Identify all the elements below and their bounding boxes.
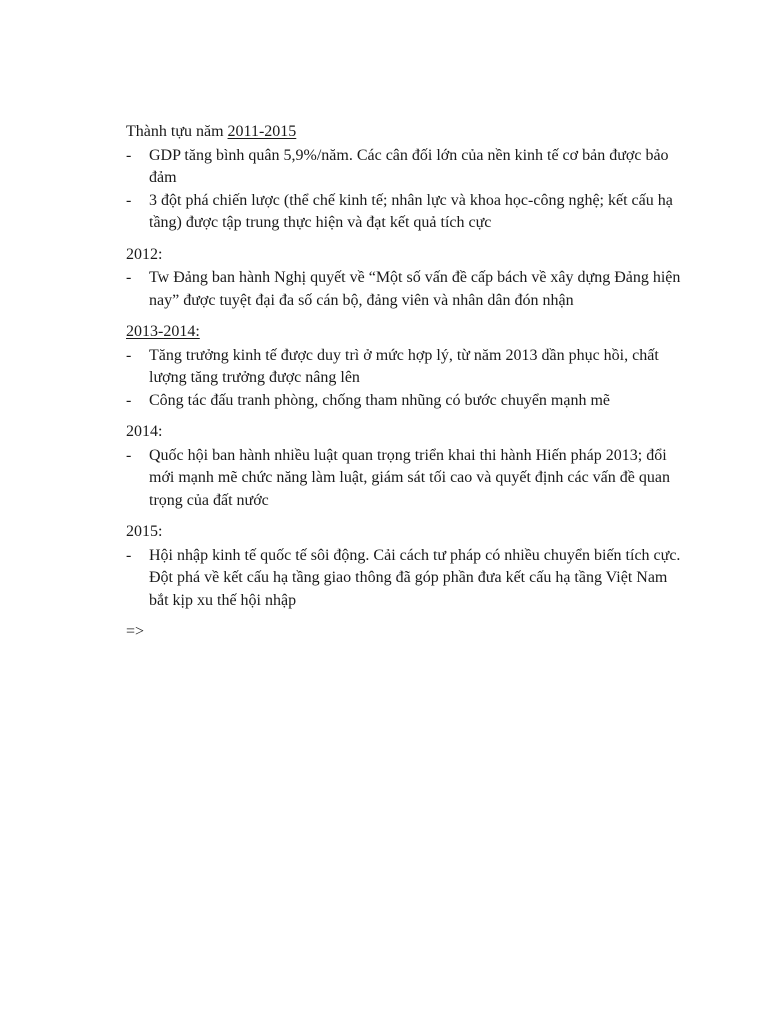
list-item-text: GDP tăng bình quân 5,9%/năm. Các cân đối lớn của nền kinh tế cơ bản được bảo đảm <box>149 146 669 186</box>
list-item-text: Tăng trưởng kinh tế được duy trì ở mức hợp lý, từ năm 2013 dần phục hồi, chất lượng tăng trưởng được nâng lên <box>149 346 659 386</box>
bullet-dash: - <box>126 391 132 409</box>
bullet-dash: - <box>126 191 132 209</box>
bullet-dash: - <box>126 446 132 464</box>
list-item <box>126 545 686 613</box>
list-item <box>126 267 686 312</box>
heading-prefix: Thành tựu năm <box>126 123 228 140</box>
section-heading <box>126 121 686 144</box>
section-2015 <box>126 521 686 612</box>
section-2012 <box>126 244 686 313</box>
section-heading: 2014: <box>126 423 163 440</box>
list-item <box>126 190 686 235</box>
bullet-list <box>126 445 686 513</box>
list-item <box>126 145 686 190</box>
list-item-text: Công tác đấu tranh phòng, chống tham nhũng có bước chuyển mạnh mẽ <box>149 391 611 409</box>
bullet-list <box>126 267 686 312</box>
bullet-dash: - <box>126 546 132 564</box>
list-item <box>126 390 686 413</box>
list-item-text: Hội nhập kinh tế quốc tế sôi động. Cải cách tư pháp có nhiều chuyển biến tích cực. Đột phá về kết cấu hạ tầng giao thông đã góp phần đưa kết cấu hạ tầng Việt Nam bắt kịp xu thế hội nhập <box>149 546 681 609</box>
bullet-dash: - <box>126 346 132 364</box>
list-item <box>126 445 686 513</box>
bullet-dash: - <box>126 269 132 286</box>
section-2013-2014 <box>126 321 686 412</box>
list-item-text: Tw Đảng ban hành Nghị quyết về “Một số vấn đề cấp bách về xây dựng Đảng hiện nay” được tuyệt đại đa số cán bộ, đảng viên và nhân dân đón nhận <box>149 269 681 309</box>
list-item-text: Quốc hội ban hành nhiều luật quan trọng triển khai thi hành Hiến pháp 2013; đổi mới mạnh mẽ chức năng làm luật, giám sát tối cao và quyết định các vấn đề quan trọng của đất nước <box>149 446 670 509</box>
document-page <box>126 121 686 644</box>
heading-year-range: 2013-2014: <box>126 323 200 340</box>
section-heading: 2012: <box>126 245 163 263</box>
section-heading <box>126 321 686 344</box>
bullet-list <box>126 145 686 235</box>
section-heading: 2015: <box>126 523 163 540</box>
bullet-list <box>126 345 686 413</box>
section-2011-2015 <box>126 121 686 235</box>
section-2014 <box>126 421 686 512</box>
list-item-text: 3 đột phá chiến lược (thể chế kinh tế; nhân lực và khoa học-công nghệ; kết cấu hạ tầng) được tập trung thực hiện và đạt kết quả tích cực <box>149 191 673 231</box>
bullet-dash: - <box>126 146 132 164</box>
conclusion-arrow: => <box>126 623 145 640</box>
list-item <box>126 345 686 390</box>
heading-year-range: 2011-2015 <box>227 123 297 140</box>
bullet-list <box>126 545 686 613</box>
